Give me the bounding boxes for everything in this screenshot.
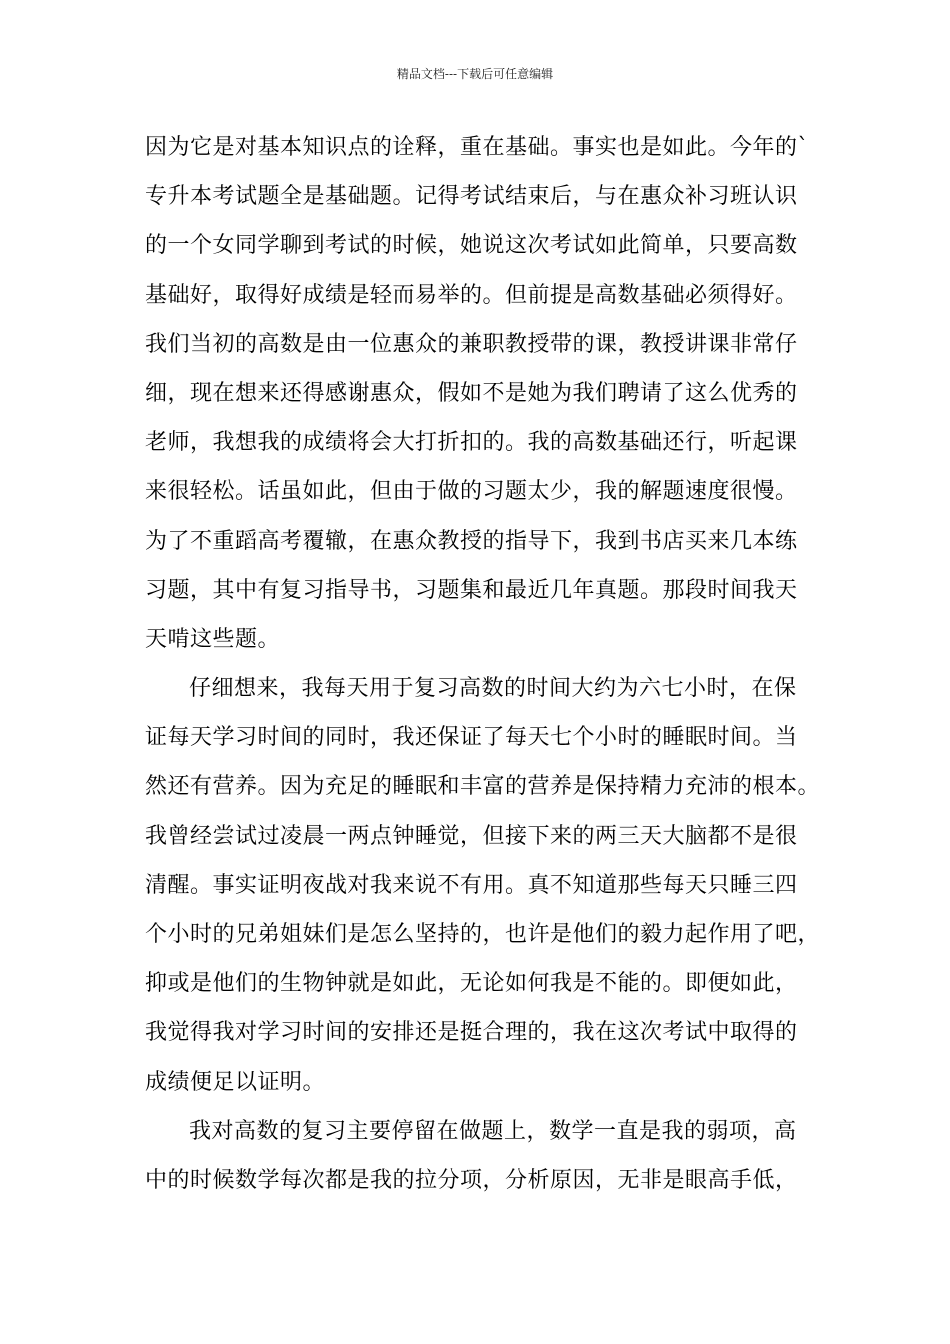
text-line: 我们当初的高数是由一位惠众的兼职教授带的课，教授讲课非常仔: [145, 331, 798, 357]
paragraph-start-line: 我对高数的复习主要停留在做题上，数学一直是我的弱项，高: [189, 1118, 797, 1144]
text-line: 习题，其中有复习指导书，习题集和最近几年真题。那段时间我天: [145, 577, 798, 603]
text-line: 证每天学习时间的同时，我还保证了每天七个小时的睡眠时间。当: [145, 725, 798, 751]
text-line: 抑或是他们的生物钟就是如此，无论如何我是不能的。即便如此，: [145, 971, 798, 997]
text-line: 为了不重蹈高考覆辙，在惠众教授的指导下，我到书店买来几本练: [145, 528, 798, 554]
text-line: 专升本考试题全是基础题。记得考试结束后，与在惠众补习班认识: [145, 184, 798, 210]
text-line: 清醒。事实证明夜战对我来说不有用。真不知道那些每天只睡三四: [145, 872, 798, 898]
text-line: 天啃这些题。: [145, 626, 281, 652]
paragraph-start-line: 仔细想来，我每天用于复习高数的时间大约为六七小时，在保: [189, 676, 797, 702]
text-line: 个小时的兄弟姐妹们是怎么坚持的，也许是他们的毅力起作用了吧，: [145, 922, 821, 947]
text-line: 然还有营养。因为充足的睡眠和丰富的营养是保持精力充沛的根本。: [145, 774, 821, 800]
text-line: 因为它是对基本知识点的诠释，重在基础。事实也是如此。今年的`: [145, 135, 810, 160]
text-line: 我觉得我对学习时间的安排还是挺合理的，我在这次考试中取得的: [145, 1020, 798, 1046]
text-line: 细，现在想来还得感谢惠众，假如不是她为我们聘请了这么优秀的: [145, 380, 798, 406]
text-line: 来很轻松。话虽如此，但由于做的习题太少，我的解题速度很慢。: [145, 479, 798, 505]
text-line: 基础好，取得好成绩是轻而易举的。但前提是高数基础必须得好。: [145, 282, 798, 308]
document-body: [145, 128, 825, 1210]
text-line: 我曾经尝试过凌晨一两点钟睡觉，但接下来的两三天大脑都不是很: [145, 823, 798, 849]
page-header: 精品文档---下载后可任意编辑: [396, 67, 554, 81]
text-line: 成绩便足以证明。: [145, 1069, 326, 1095]
text-line: 的一个女同学聊到考试的时候，她说这次考试如此简单，只要高数: [145, 233, 798, 259]
text-line: 中的时候数学每次都是我的拉分项，分析原因，无非是眼高手低，: [145, 1167, 798, 1193]
text-line: 老师，我想我的成绩将会大打折扣的。我的高数基础还行，听起课: [145, 430, 798, 456]
